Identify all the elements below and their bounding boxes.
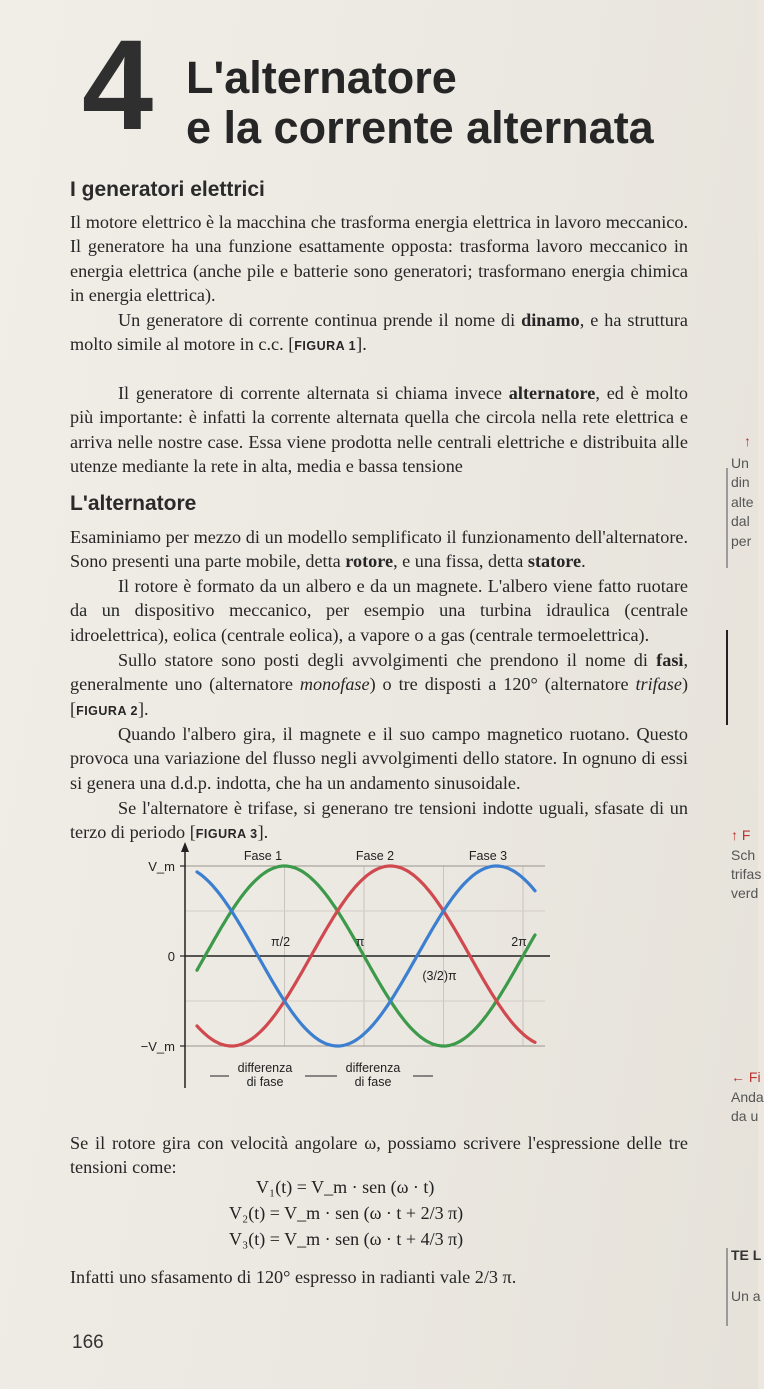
p6-text-2: , generalmente uno (alternatore: [70, 650, 688, 695]
chapter-number: 4: [82, 14, 150, 157]
margin-fragment: Un a: [731, 1288, 761, 1304]
margin-rule-1: [726, 468, 728, 568]
three-phase-chart: [125, 838, 555, 1130]
p2-end: ].: [356, 334, 367, 355]
p6-text: Sullo statore sono posti degli avvolgimenti che prendono il nome di: [118, 650, 657, 670]
phase-difference-label: differenza: [345, 1061, 401, 1075]
x-tick-label: (3/2)π: [422, 969, 457, 983]
y-axis-arrow: [181, 842, 189, 852]
paragraph-7: Quando l'albero gira, il magnete e il suo campo magnetico ruotano. Questo provoca una variazione del flusso negli avvolgimenti dello statore. In ognuno di essi si genera una d.d.p. indotta, che ha un andamento sinusoidale.: [70, 724, 688, 793]
paragraph-1: Il motore elettrico è la macchina che trasforma energia elettrica in lavoro meccanico. Il generatore ha una funzione esattamente opposta: trasforma lavoro meccanico in energia elettrica (anche pile e batterie sono generatori; trasformano energia chimica in energia elettrica).: [70, 212, 688, 305]
margin-rule-3: [726, 1248, 728, 1326]
p3-text: Il generatore di corrente alternata si chiama invece: [118, 383, 509, 403]
p6-end: ].: [137, 698, 149, 719]
phase-difference-label: differenza: [237, 1061, 293, 1075]
term-monofase: monofase: [299, 674, 370, 695]
paragraph-3: [70, 381, 688, 478]
term-rotore: rotore: [345, 551, 394, 572]
p6-text-4: ) [: [70, 674, 688, 719]
p2-text-2: , e ha struttura molto simile al motore in c.c. [: [70, 310, 688, 355]
formula-v2: V₂(t) = V_m · sen (ω · t + 2/3 π): [229, 1203, 464, 1223]
p4-end: .: [581, 551, 586, 572]
figure-ref-2[interactable]: FIGURA 2: [76, 703, 138, 718]
figure-ref-3[interactable]: FIGURA 3: [195, 827, 258, 842]
figure-ref-1[interactable]: FIGURA 1: [294, 339, 357, 354]
section-heading-alternator: L'alternatore: [70, 492, 197, 515]
paragraph-9: Se il rotore gira con velocità angolare ω, possiamo scrivere l'espressione delle tre tensioni come:: [70, 1133, 688, 1178]
margin-fragment: ← Fi: [731, 1069, 761, 1085]
paragraph-5: Il rotore è formato da un albero e da un magnete. L'albero viene fatto ruotare da un dispositivo meccanico, per esempio una turbina idraulica (centrale idroelettrica), eolica (centrale eolica), a vapore o a gas (centrale termoelettrica).: [70, 576, 688, 645]
margin-fragment: dal: [731, 513, 750, 529]
chapter-title-line2: e la corrente alternata: [186, 102, 654, 153]
margin-fragment: Un: [731, 455, 749, 471]
margin-fragment: verd: [731, 885, 759, 901]
paragraph-2: [70, 308, 688, 359]
term-trifase: trifase: [635, 674, 682, 695]
chapter-title-line1: L'alternatore: [186, 52, 457, 103]
term-alternatore: alternatore: [508, 383, 596, 403]
paragraph-10: Infatti uno sfasamento di 120° espresso in radianti vale 2/3 π.: [70, 1267, 517, 1287]
margin-fragment: Sch: [731, 847, 756, 863]
margin-fragment: alte: [731, 494, 754, 510]
term-dinamo: dinamo: [521, 310, 580, 330]
x-tick-label: 2π: [511, 935, 527, 949]
margin-rule-2: [726, 630, 728, 725]
y-tick-label: V_m: [148, 859, 175, 874]
y-tick-label: −V_m: [140, 1039, 175, 1054]
x-tick-label: π/2: [270, 935, 291, 949]
paragraph-4: [70, 525, 688, 574]
formula-v3: V₃(t) = V_m · sen (ω · t + 4/3 π): [229, 1229, 464, 1249]
phase-difference-label-2: di fase: [246, 1075, 284, 1089]
paragraph-6: [70, 648, 688, 723]
series-label-1: Fase 1: [243, 849, 283, 863]
term-statore: statore: [527, 551, 582, 572]
p8-text: Se l'alternatore è trifase, si generano tre tensioni indotte uguali, sfasate di un terzo di periodo [: [70, 798, 688, 843]
p4-text: Esaminiamo per mezzo di un modello semplificato il funzionamento dell'alternatore. Sono presenti una parte mobile, detta: [70, 527, 688, 572]
margin-fragment: trifas: [731, 866, 762, 882]
p6-text-3: ) o tre disposti a 120° (alternatore: [369, 674, 636, 695]
term-fasi: fasi: [656, 650, 684, 670]
page-number: 166: [72, 1332, 104, 1353]
margin-arrow-icon: ↑: [744, 433, 751, 449]
margin-fragment: ↑ F: [731, 827, 751, 843]
formula-v1: V₁(t) = V_m · sen (ω · t): [256, 1177, 435, 1197]
phase-difference-label-2: di fase: [354, 1075, 392, 1089]
margin-fragment: da u: [731, 1108, 759, 1124]
margin-fragment: Anda: [731, 1089, 764, 1105]
section-heading-generators: I generatori elettrici: [70, 178, 265, 201]
margin-fragment: din: [731, 474, 750, 490]
p3-text-2: , ed è molto più importante: è infatti la corrente alternata quella che circola nella rete elettrica e arriva nelle nostre case. Essa viene prodotta nelle centrali elettriche e distribuita alle utenze mediante la rete in alta, media e bassa tensione: [70, 383, 689, 476]
margin-fragment: TE L: [731, 1247, 762, 1263]
p8-end: ].: [257, 822, 269, 843]
y-tick-label: 0: [167, 949, 175, 964]
series-label-3: Fase 3: [468, 849, 508, 863]
x-tick-label: π: [355, 935, 365, 949]
p2-text: Un generatore di corrente continua prende il nome di: [118, 310, 522, 330]
margin-fragment: per: [731, 533, 752, 549]
p4-text-2: , e una fissa, detta: [393, 551, 528, 572]
series-label-2: Fase 2: [355, 849, 395, 863]
